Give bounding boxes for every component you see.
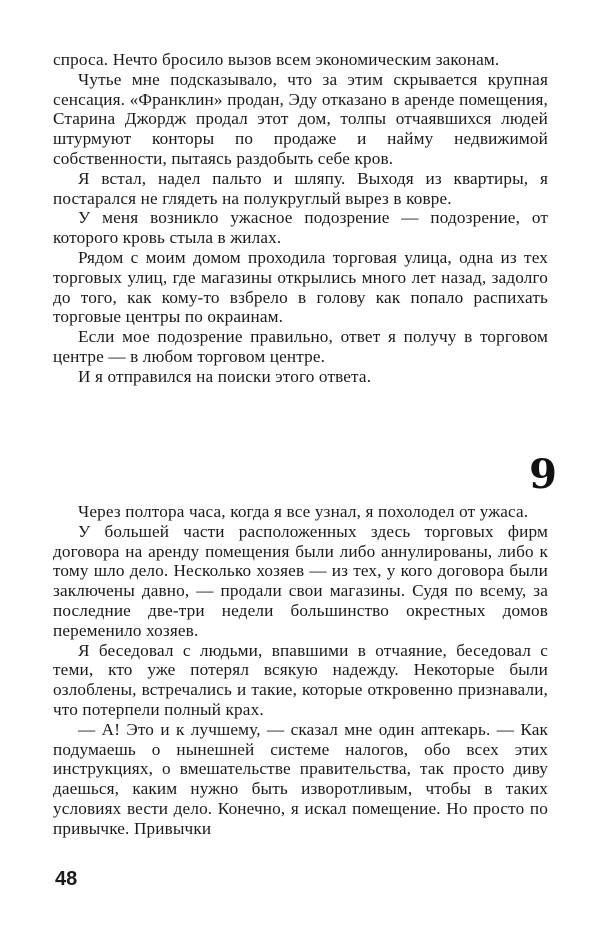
paragraph: Через полтора часа, когда я все узнал, я похолодел от ужаса. bbox=[78, 502, 529, 521]
chapter-number: 9 bbox=[529, 451, 557, 498]
paragraph: Рядом с моим домом проходила торговая улица, одна из тех торговых улиц, где магазины открылись много лет назад, задолго до того, как кому-то взбрело в голову как попало распихать торговые центры по окраинам. bbox=[53, 247, 548, 327]
paragraph: У большей части расположенных здесь торговых фирм договора на аренду помещения были либо аннулированы, либо к тому шло дело. Несколько хозяев — из тех, у кого договора были заключены давно, — продали свои магазины. Судя по всему, за последние две-три недели большинство окрестных домов переменило хозяев. bbox=[53, 521, 548, 640]
paragraph: Я беседовал с людьми, впавшими в отчаяние, беседовал с теми, кто уже потерял всякую надежду. Некоторые были озлоблены, встречались и такие, которые откровенно признавали, что потерпели полный крах. bbox=[53, 640, 548, 719]
text-block-chapter bbox=[53, 502, 548, 839]
paragraph: И я отправился на поиски этого ответа. bbox=[78, 366, 372, 386]
paragraph: У меня возникло ужасное подозрение — подозрение, от которого кровь стыла в жилах. bbox=[53, 208, 548, 248]
paragraph: Если мое подозрение правильно, ответ я получу в торговом центре — в любом торговом центре. bbox=[53, 327, 548, 366]
paragraph: — А! Это и к лучшему, — сказал мне один аптекарь. — Как подумаешь о нынешней системе налогов, обо всех этих инструкциях, о вмешательстве правительства, так просто диву даешься, каким нужно быть изворотливым, чтобы в таких условиях вести дело. Конечно, я искал помещение. Но просто по привычке. Привычки bbox=[53, 719, 548, 838]
paragraph: спроса. Нечто бросило вызов всем экономическим законам. bbox=[53, 50, 500, 69]
text-block-top bbox=[53, 50, 548, 387]
page-number: 48 bbox=[55, 868, 78, 890]
paragraph: Я встал, надел пальто и шляпу. Выходя из квартиры, я постарался не глядеть на полукруглый вырез в ковре. bbox=[53, 168, 548, 208]
paragraph: Чутье мне подсказывало, что за этим скрывается крупная сенсация. «Франклин» продан, Эду отказано в аренде помещения, Старина Джордж продал этот дом, толпы отчаявшихся людей штурмуют конторы по продаже и найму недвижимой собственности, пытаясь раздобыть себе кров. bbox=[53, 69, 548, 168]
